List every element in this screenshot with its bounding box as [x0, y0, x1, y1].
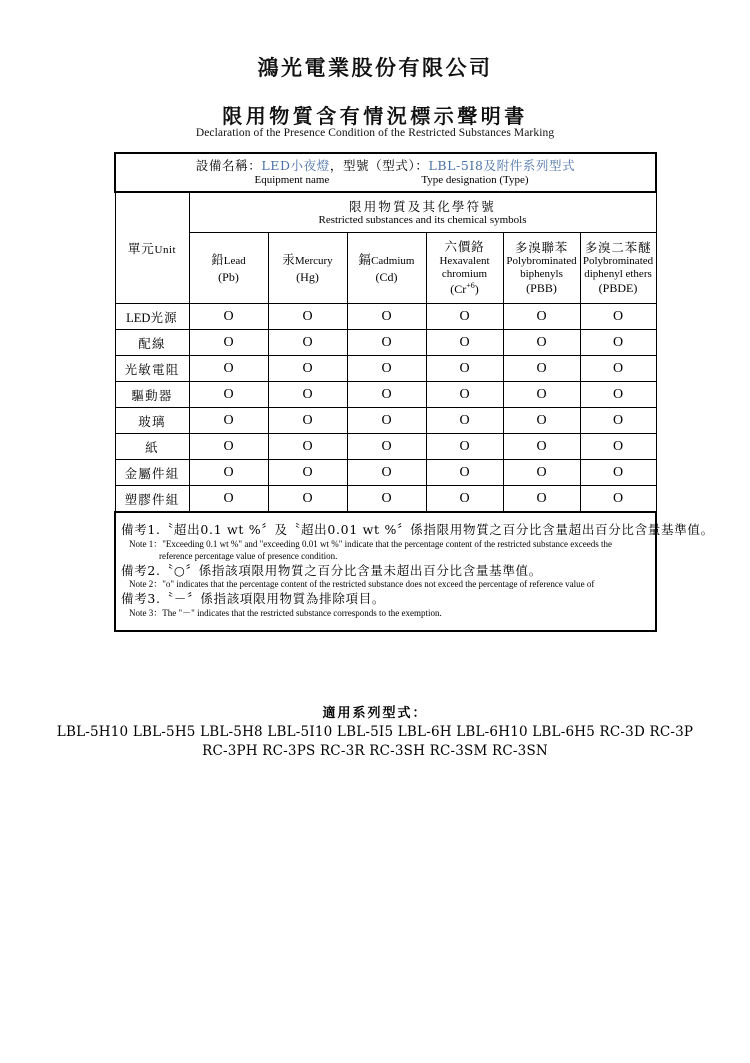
row-label-cn: 驅動器 — [131, 387, 173, 403]
cell-value: O — [503, 408, 580, 434]
cell-value: O — [580, 408, 656, 434]
substance-en-hexavalent-chromium-1: Hexavalent — [439, 254, 490, 267]
cell-value: O — [503, 356, 580, 382]
notes-cell — [115, 512, 714, 631]
cell-value: O — [503, 434, 580, 460]
table-row — [115, 486, 656, 513]
cell-value: O — [189, 460, 268, 486]
table-row — [115, 304, 656, 330]
note1-cn: 備考1.〝超出0.1 wt %〞及〝超出0.01 wt %〞係指限用物質之百分比含量超出百分比含量基準值。 — [121, 522, 714, 538]
cell-value: O — [426, 486, 503, 513]
equipment-cell — [115, 153, 656, 192]
cell-value: O — [268, 434, 347, 460]
row-label-cn: 金屬件組 — [124, 465, 180, 481]
note1-en-line2: reference percentage value of presence condition. — [159, 550, 338, 561]
cell-value: O — [347, 434, 426, 460]
equipment-separator: ，型號（型式）： — [329, 157, 429, 173]
row-label-cn: 紙 — [145, 439, 159, 455]
substance-en-pbb-1: Polybrominated — [506, 255, 577, 268]
note3-cn: 備考3.〝－〞係指該項限用物質為排除項目。 — [121, 591, 386, 607]
cell-value: O — [189, 382, 268, 408]
cell-value: O — [503, 382, 580, 408]
cell-value: O — [580, 330, 656, 356]
row-label — [115, 382, 189, 408]
substance-cn-cadmium: 鎘 — [358, 252, 372, 268]
substance-header-lead — [189, 233, 268, 304]
equipment-en-labels — [116, 174, 655, 187]
substance-symbol-pbb: (PBB) — [526, 281, 557, 296]
cell-value: O — [189, 486, 268, 513]
cell-value: O — [426, 330, 503, 356]
rohs-declaration-table — [114, 152, 714, 632]
row-label — [115, 486, 189, 513]
cell-value: O — [189, 408, 268, 434]
cell-value: O — [426, 460, 503, 486]
cell-value: O — [580, 356, 656, 382]
substance-header-pbde — [580, 233, 656, 304]
substance-header-row — [115, 233, 656, 304]
row-label — [115, 330, 189, 356]
substance-header-mercury — [268, 233, 347, 304]
row-label-cn: 光敏電阻 — [124, 361, 180, 377]
cell-value: O — [189, 330, 268, 356]
unit-header-cn: 單元 — [127, 241, 155, 256]
cell-value: O — [580, 434, 656, 460]
substance-cn-mercury: 汞 — [282, 252, 295, 268]
cell-value: O — [268, 486, 347, 513]
substance-header-pbb — [503, 233, 580, 304]
cell-value: O — [347, 408, 426, 434]
cell-value: O — [268, 330, 347, 356]
substance-en-pbb-2: biphenyls — [520, 268, 563, 281]
restricted-banner-en: Restricted substances and its chemical symbols — [318, 213, 527, 226]
cell-value: O — [347, 382, 426, 408]
equipment-name-label-en: Equipment name — [254, 174, 330, 187]
equipment-name-line — [116, 159, 655, 173]
cell-value: O — [347, 486, 426, 513]
table-row — [115, 460, 656, 486]
substance-symbol-mercury: (Hg) — [296, 270, 319, 285]
cell-value: O — [580, 460, 656, 486]
substance-symbol-hexavalent-chromium: $(Cr^{+6})$ — [450, 280, 479, 296]
substance-header-cadmium — [347, 233, 426, 304]
cell-value: O — [189, 304, 268, 330]
substance-en-pbde-1: Polybrominated — [582, 255, 654, 268]
substance-symbol-lead: (Pb) — [218, 270, 239, 285]
equipment-name-value: LED小夜燈 — [261, 157, 330, 173]
cell-value: O — [580, 304, 656, 330]
substance-symbol-cadmium: (Cd) — [375, 270, 398, 285]
cell-value: O — [503, 330, 580, 356]
cell-value: O — [426, 408, 503, 434]
cell-value: O — [268, 304, 347, 330]
unit-header-en: Unit — [154, 244, 177, 256]
cell-value: O — [426, 304, 503, 330]
applicable-series-line-2: RC-3PH RC-3PS RC-3R RC-3SH RC-3SM RC-3SN — [202, 743, 548, 759]
cell-value: O — [347, 460, 426, 486]
applicable-series-line-1: LBL-5H10 LBL-5H5 LBL-5H8 LBL-5I10 LBL-5I5 LBL-6H LBL-6H10 LBL-6H5 RC-3D RC-3P — [56, 724, 694, 740]
note2-en: Note 2："o" indicates that the percentage content of the restricted substance does not exceed the percentage of reference value of — [129, 579, 595, 590]
equipment-row — [115, 153, 656, 192]
substance-symbol-pbde: (PBDE) — [598, 281, 638, 296]
cell-value: O — [347, 304, 426, 330]
cell-value: O — [580, 486, 656, 513]
table-row — [115, 434, 656, 460]
row-label — [115, 460, 189, 486]
note1-en-line1: Note 1："Exceeding 0.1 wt %" and "exceeding 0.01 wt %" indicate that the percentage content of the restricted substance exceeds the — [129, 539, 613, 550]
row-label-cn: 光源 — [150, 309, 178, 325]
table-row — [115, 382, 656, 408]
cell-value: O — [189, 356, 268, 382]
cell-value: O — [426, 356, 503, 382]
table-row — [115, 330, 656, 356]
substance-en-mercury: Mercury — [294, 255, 333, 268]
row-label-cn: 配線 — [138, 335, 166, 351]
cell-value: O — [268, 460, 347, 486]
row-label-cn: 玻璃 — [138, 413, 166, 429]
substance-cn-hexavalent-chromium: 六價鉻 — [444, 239, 485, 255]
substance-cn-lead: 鉛 — [211, 252, 224, 268]
restricted-substances-banner — [189, 192, 656, 233]
cell-value: O — [503, 304, 580, 330]
row-label — [115, 356, 189, 382]
substance-en-hexavalent-chromium-2: chromium — [441, 267, 488, 280]
table-row — [115, 356, 656, 382]
cell-value: O — [268, 408, 347, 434]
cell-value: O — [189, 434, 268, 460]
cell-value: O — [580, 382, 656, 408]
cell-value: O — [347, 356, 426, 382]
substance-en-lead: Lead — [223, 255, 246, 268]
applicable-series-title: 適用系列型式： — [322, 706, 428, 721]
company-title: 鴻光電業股份有限公司 — [257, 55, 493, 80]
row-label-en: LED — [126, 310, 151, 325]
row-label — [115, 304, 189, 330]
restricted-banner-cn: 限用物質及其化學符號 — [349, 198, 497, 214]
rohs-declaration-table-wrapper — [114, 152, 714, 632]
table-row — [115, 408, 656, 434]
row-label-cn: 塑膠件組 — [124, 491, 180, 507]
row-label — [115, 408, 189, 434]
note3-en: Note 3：The "－" indicates that the restricted substance corresponds to the exemption. — [129, 608, 442, 618]
substance-header-hexavalent-chromium — [426, 233, 503, 304]
equipment-type-value: LBL-5I8及附件系列型式 — [428, 157, 576, 173]
document-title: 限用物質含有情況標示聲明書 — [222, 104, 528, 128]
row-label — [115, 434, 189, 460]
restricted-banner-row — [115, 192, 656, 233]
cell-value: O — [503, 460, 580, 486]
cell-value: O — [426, 382, 503, 408]
substance-cn-pbb: 多溴聯苯 — [514, 239, 569, 255]
substance-en-cadmium: Cadmium — [371, 255, 415, 268]
document-subtitle: Declaration of the Presence Condition of the Restricted Substances Marking — [195, 127, 555, 139]
equipment-type-label-en: Type designation (Type) — [421, 174, 529, 187]
substance-cn-pbde: 多溴二苯醚 — [584, 239, 652, 255]
substance-en-pbde-2: diphenyl ethers — [584, 268, 652, 281]
equipment-name-label: 設備名稱： — [195, 157, 262, 173]
note2-cn: 備考2.〝○〞係指該項限用物質之百分比含量未超出百分比含量基準值。 — [121, 562, 542, 578]
cell-value: O — [503, 486, 580, 513]
cell-value: O — [347, 330, 426, 356]
notes-row — [115, 512, 656, 631]
cell-value: O — [268, 382, 347, 408]
unit-header-cell — [115, 192, 189, 304]
cell-value: O — [268, 356, 347, 382]
cell-value: O — [426, 434, 503, 460]
